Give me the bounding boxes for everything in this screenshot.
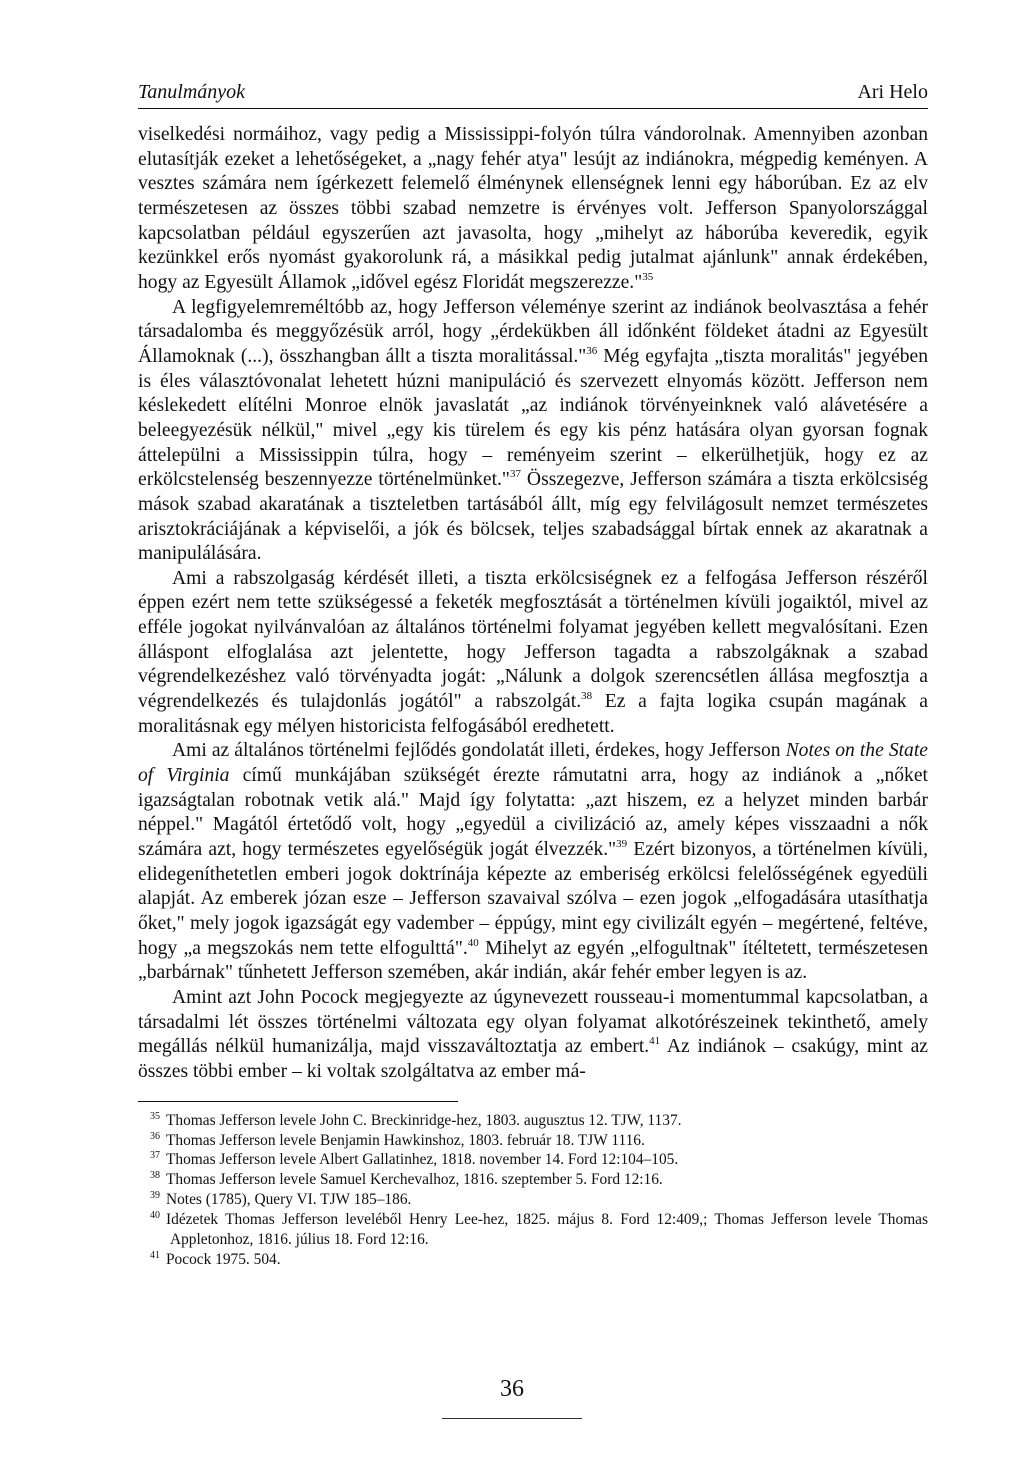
paragraph-2-text-b: Még egyfajta „tiszta moralitás" jegyében is éles választóvonalat lehetett húzni manipuláció és szervezett elnyomás között. Jefferson nem késlekedett elítélni Monroe elnök javaslatát „az indiánok törvényeinknek való alávetésére a beleegyezésük nélkül," mivel „egy kis türelem és egy kis pénz hatására olyan gyorsan fognak áttelepülni a Mississippin túlra, hogy – reményeim szerint – elkerülhetjük, hogy ez az erkölcstelenség beszennyezze történelmünket." — [138, 345, 928, 491]
paragraph-4 — [138, 739, 928, 986]
paragraph-3-text-a: Ami a rabszolgaság kérdését illeti, a tiszta erkölcsiségnek ez a felfogása Jefferson részéről éppen ezért nem tette szükségessé a feketék megfosztását a történelmen kívüli jogaiktól, mivel az efféle jogokat nyilvánvalóan az általános történelmi folyamat jegyében kellett megvalósítani. Ezen álláspont elfoglalása azt jelentette, hogy Jefferson tagadta a rabszolgáknak a szabad végrendelkezéshez való törvényadta jogát: „Nálunk a dolgok szerencsétlen állása megfosztja a végrendelkezés és tulajdonlás jogától" a rabszolgát. — [138, 567, 928, 713]
paragraph-4-text-d: Mihelyt az egyén „elfogultnak" ítéltetett, természetesen „barbárnak" tűnhetett Jefferson szemében, akár indián, akár fehér ember legyen is az. — [138, 937, 929, 984]
paragraph-1-text: viselkedési normáihoz, vagy pedig a Mississippi-folyón túlra vándorolnak. Amennyiben azonban elutasítják ezeket a lehetőségeket, a „nagy fehér atya" lesújt az indiánokra, mégpedig keményen. A vesztes számára nem ígérkezett felemelő élménynek ellenségnek lenni egy háborúban. Ez az elv természetesen az összes többi szabad nemzetre is érvényes volt. Jefferson Spanyolországgal kapcsolatban például egyszerűen azt javasolta, hogy „mihelyt az háborúba keveredik, egyik kezünkkel erős nyomást gyakorolunk rá, a másikkal pedig jutalmat ajánlunk" annak érdekében, hogy az Egyesült Államok „idővel egész Floridát megszerezze." — [138, 124, 928, 293]
footnote-ref-39: 39 — [616, 838, 628, 851]
footnote-ref-37: 37 — [509, 468, 521, 481]
footnote-num: 35 — [150, 1110, 160, 1122]
author-name: Ari Helo — [857, 81, 928, 103]
footnote-text: Thomas Jefferson levele John C. Breckinridge-hez, 1803. augusztus 12. TJW, 1137. — [166, 1111, 682, 1129]
footnote-text: Notes (1785), Query VI. TJW 185–186. — [166, 1191, 412, 1209]
paragraph-5-text-b: Az indiánok – csakúgy, mint az összes többi ember – ki voltak szolgáltatva az ember má- — [138, 1036, 928, 1082]
book-title-notes: Notes on the State of Virginia — [138, 740, 928, 787]
footnote-num: 36 — [150, 1130, 160, 1142]
footnote-35 — [138, 1111, 928, 1131]
body-text — [138, 123, 928, 1085]
footnote-num: 37 — [150, 1150, 160, 1162]
paragraph-4-text-c: Ezért bizonyos, a történelmen kívüli, elidegeníthetetlen emberi jogok doktrínája képezte az emberiség erkölcsi felelősségének egyedüli alapját. Az emberek józan esze – Jefferson szavaival szólva – ezen jogok „elfogadására utasíthatja őket," mely jogok igazságát egy vadember – éppúgy, mint egy civilizált egyén – megértené, feltéve, hogy „a megszokás nem tette elfogulttá". — [138, 839, 928, 959]
footnote-40 — [138, 1210, 928, 1250]
footnote-39 — [138, 1190, 928, 1210]
paragraph-4-text-a: Ami az általános történelmi fejlődés gondolatát illeti, érdekes, hogy Jefferson — [172, 740, 786, 762]
footnote-38 — [138, 1170, 928, 1190]
footnote-ref-40: 40 — [467, 936, 479, 949]
footnote-separator — [138, 1101, 458, 1102]
paragraph-2 — [138, 296, 928, 567]
paragraph-2-text-a: A legfigyelemreméltóbb az, hogy Jefferson véleménye szerint az indiánok beolvasztása a fehér társadalomba és meggyőzésük arról, hogy „érdekükben áll időnként földeket átadni az Egyesült Államoknak (...), összhangban állt a tiszta moralitással." — [138, 296, 928, 367]
footnote-ref-38: 38 — [581, 690, 593, 703]
footnote-36 — [138, 1131, 928, 1151]
footnote-text: Idézetek Thomas Jefferson leveléből Henry Lee-hez, 1825. május 8. Ford 12:409,; Thomas Jefferson levele Thomas Appletonhoz, 1816. július 18. Ford 12:16. — [166, 1211, 928, 1249]
paragraph-4-text-b: című munkájában szükségét érezte rámutatni arra, hogy az indiánok a „nőket igazságtalan robotnak vetik alá." Majd így folytatta: „azt hiszem, ez a helyzet minden barbár néppel." Magától értetődő volt, hogy „egyedül a civilizáció az, amely képes visszaadni a nők számára azt, hogy természetes egyelőségük jogát élvezzék." — [138, 765, 928, 861]
footnote-num: 40 — [150, 1210, 160, 1222]
paragraph-2-text-c: Összegezve, Jefferson számára a tiszta erkölcsiség mások szabad akaratának a tiszteletben tartásából állt, míg egy felvilágosult nemzet természetes arisztokráciájának a képviselői, a jók és bölcsek, teljes szabadsággal bírtak ennek az akaratnak a manipulálására. — [138, 469, 928, 565]
footnote-text: Pocock 1975. 504. — [166, 1250, 281, 1268]
footnote-ref-36: 36 — [586, 344, 598, 357]
paragraph-3 — [138, 567, 928, 740]
paragraph-3-text-b: Ez a fajta logika csupán magának a moralitásnak egy mélyen historicista felfogásából eredhetett. — [138, 691, 928, 737]
footnotes — [138, 1111, 928, 1270]
footnote-num: 39 — [150, 1190, 160, 1202]
footnote-ref-41: 41 — [649, 1035, 661, 1048]
footnote-num: 38 — [150, 1170, 160, 1182]
footnote-41 — [138, 1250, 928, 1270]
footnote-text: Thomas Jefferson levele Albert Gallatinhez, 1818. november 14. Ford 12:104–105. — [166, 1151, 679, 1169]
footnote-num: 41 — [150, 1249, 160, 1261]
footnote-ref-35: 35 — [642, 270, 654, 283]
paragraph-1 — [138, 123, 928, 296]
page-number: 36 — [500, 1376, 524, 1402]
page — [138, 80, 928, 1270]
bottom-rule — [442, 1418, 582, 1419]
footnote-text: Thomas Jefferson levele Samuel Kerchevalhoz, 1816. szeptember 5. Ford 12:16. — [166, 1171, 663, 1189]
paragraph-5-text-a: Amint azt John Pocock megjegyezte az úgynevezett rousseau-i momentummal kapcsolatban, a társadalmi lét összes történelmi változata egy olyan folyamat alkotórészeinek tekinthető, amely megállás nélkül humanizálja, majd visszaváltoztatja az embert. — [138, 986, 928, 1058]
paragraph-5 — [138, 986, 928, 1085]
footnote-text: Thomas Jefferson levele Benjamin Hawkinshoz, 1803. február 18. TJW 1116. — [166, 1131, 645, 1149]
footnote-37 — [138, 1150, 928, 1170]
running-head — [138, 80, 928, 109]
section-title: Tanulmányok — [138, 81, 246, 103]
